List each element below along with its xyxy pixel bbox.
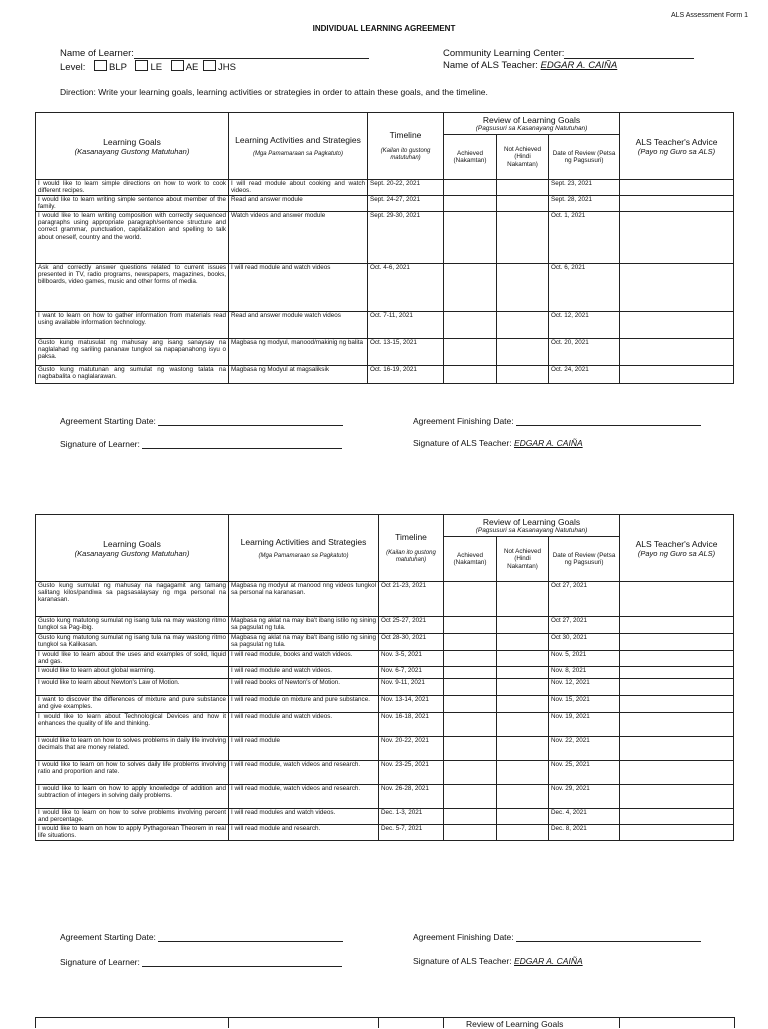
learner-name-row (60, 48, 369, 59)
learner-signature-label: Signature of Learner: (60, 439, 140, 449)
advice-cell[interactable] (620, 651, 734, 667)
goal-cell: Ask and correctly answer questions related to current issues presented in TV, radio programs, newspapers, magazines, books, billboards, video games, music and other forms of media. (36, 264, 229, 312)
review-date-cell: Oct. 20, 2021 (549, 339, 620, 366)
table-row (36, 696, 734, 713)
table-row (36, 761, 734, 785)
goal-cell: Gusto kung matutong sumulat ng isang tula na may wastong ritmo tungkol sa Pag-ibig. (36, 617, 229, 634)
review-header: Review of Learning Goals (Pagsusuri sa Kasanayang Natutuhan) (444, 113, 620, 135)
not-achieved-cell[interactable] (497, 667, 549, 679)
achieved-cell[interactable] (444, 825, 497, 841)
table-row (36, 212, 734, 264)
goal-cell: I would like to learn on how to apply knowledge of addition and subtraction of integers in solving daily problems. (36, 785, 229, 809)
direction-text: Direction: Write your learning goals, learning activities or strategies in order to attain these goals, and the timeline. (60, 87, 488, 97)
learner-signature-label: Signature of Learner: (60, 957, 140, 967)
advice-cell[interactable] (620, 617, 734, 634)
date-review-header: Date of Review (Petsa ng Pagsusuri) (549, 135, 620, 180)
not-achieved-cell[interactable] (497, 582, 549, 617)
activity-cell: Watch videos and answer module (229, 212, 368, 264)
timeline-cell: Oct. 7-11, 2021 (368, 312, 444, 339)
goal-cell: I would like to learn about Newton's Law of Motion. (36, 679, 229, 696)
achieved-cell[interactable] (444, 761, 497, 785)
review-date-cell: Nov. 8, 2021 (549, 667, 620, 679)
table-row (36, 679, 734, 696)
table-row (36, 737, 734, 761)
not-achieved-cell[interactable] (497, 634, 549, 651)
activity-cell: Read and answer module (229, 196, 368, 212)
table-row (36, 809, 734, 825)
table-row (36, 196, 734, 212)
goal-cell: Gusto kung sumulat ng mahusay na nagagamit ang tamang salitang kilos/pandiwa sa pagsasalaysay ng mga personal na karanasan. (36, 582, 229, 617)
learner-signature-field[interactable] (142, 956, 342, 967)
activity-cell: I will read module and watch videos (229, 264, 368, 312)
review-date-cell: Nov. 25, 2021 (549, 761, 620, 785)
advice-cell[interactable] (620, 679, 734, 696)
table-row (36, 667, 734, 679)
review-date-cell: Nov. 19, 2021 (549, 713, 620, 737)
not-achieved-cell[interactable] (497, 212, 549, 264)
advice-cell[interactable] (620, 212, 734, 264)
achieved-cell[interactable] (444, 196, 497, 212)
advice-cell[interactable] (620, 180, 734, 196)
table-row (36, 366, 734, 384)
achieved-cell[interactable] (444, 366, 497, 384)
not-achieved-cell[interactable] (497, 366, 549, 384)
table-row (36, 825, 734, 841)
advice-cell[interactable] (620, 582, 734, 617)
timeline-cell: Sept. 20-22, 2021 (368, 180, 444, 196)
timeline-cell: Nov. 9-11, 2021 (379, 679, 444, 696)
clc-label: Community Learning Center: (443, 48, 565, 59)
learner-name-field[interactable] (134, 48, 369, 59)
activity-cell: I will read module (229, 737, 379, 761)
clc-field[interactable] (564, 48, 694, 59)
not-achieved-cell[interactable] (497, 180, 549, 196)
goal-cell: I would like to learn on how to apply Pythagorean Theorem in real life situations. (36, 825, 229, 841)
activity-cell: Read and answer module watch videos (229, 312, 368, 339)
finish-date-row-1 (413, 415, 701, 426)
review-date-cell: Nov. 12, 2021 (549, 679, 620, 696)
goal-cell: I would like to learn on how to solve problems involving percent and percentage. (36, 809, 229, 825)
advice-header: ALS Teacher's Advice (Payo ng Guro sa ALS) (620, 515, 734, 582)
not-achieved-header: Not Achieved (Hindi Nakamtan) (497, 537, 549, 582)
clc-row (443, 48, 694, 59)
learner-name-label: Name of Learner: (60, 48, 134, 59)
not-achieved-header: Not Achieved (Hindi Nakamtan) (497, 135, 549, 180)
advice-cell[interactable] (620, 696, 734, 713)
level-checkbox-jhs[interactable] (203, 60, 216, 71)
goals-header: Learning Goals (Kasanayang Gustong Matutuhan) (36, 113, 229, 180)
not-achieved-cell[interactable] (497, 617, 549, 634)
achieved-cell[interactable] (444, 312, 497, 339)
timeline-cell: Sept. 29-30, 2021 (368, 212, 444, 264)
finish-date-label: Agreement Finishing Date: (413, 416, 514, 426)
achieved-cell[interactable] (444, 785, 497, 809)
table-row (36, 180, 734, 196)
table-row (36, 713, 734, 737)
activity-cell: I will read module, books and watch videos. (229, 651, 379, 667)
activity-cell: I will read module and watch videos. (229, 667, 379, 679)
table-row (36, 339, 734, 366)
not-achieved-cell[interactable] (497, 679, 549, 696)
advice-cell[interactable] (620, 825, 734, 841)
achieved-cell[interactable] (444, 679, 497, 696)
review-date-cell: Oct 27, 2021 (549, 582, 620, 617)
advice-cell[interactable] (620, 264, 734, 312)
activity-cell: I will read modules and watch videos. (229, 809, 379, 825)
review-date-cell: Sept. 28, 2021 (549, 196, 620, 212)
table-row (36, 785, 734, 809)
start-date-field[interactable] (158, 415, 343, 426)
timeline-cell: Oct. 4-6, 2021 (368, 264, 444, 312)
timeline-cell: Oct. 16-19, 2021 (368, 366, 444, 384)
table-row (36, 312, 734, 339)
achieved-cell[interactable] (444, 809, 497, 825)
activity-cell: I will read module, watch videos and research. (229, 761, 379, 785)
timeline-cell: Nov. 3-5, 2021 (379, 651, 444, 667)
teacher-signature-label: Signature of ALS Teacher: (413, 956, 512, 966)
review-date-cell: Nov. 5, 2021 (549, 651, 620, 667)
review-header: Review of Learning Goals (Pagsusuri sa Kasanayang Natutuhan) (444, 515, 620, 537)
advice-cell[interactable] (620, 761, 734, 785)
activity-cell: Magbasa ng modyul at manood nng videos tungkol sa personal na karanasan. (229, 582, 379, 617)
achieved-cell[interactable] (444, 651, 497, 667)
achieved-cell[interactable] (444, 617, 497, 634)
start-date-row-2 (60, 931, 343, 942)
goal-cell: Gusto kung matutunan ang sumulat ng wastong talata na nagbabalita o naglalarawan. (36, 366, 229, 384)
not-achieved-cell[interactable] (497, 737, 549, 761)
activity-cell: I will read module and research. (229, 825, 379, 841)
form-label: ALS Assessment Form 1 (670, 12, 748, 19)
table-row (36, 634, 734, 651)
level-checkbox-le[interactable] (135, 60, 148, 71)
achieved-cell[interactable] (444, 737, 497, 761)
learning-agreement-table-1 (35, 112, 734, 384)
advice-cell[interactable] (620, 667, 734, 679)
activities-header: Learning Activities and Strategies (Mga Pamamaraan sa Pagkatuto) (229, 113, 368, 180)
table-row (36, 264, 734, 312)
finish-date-field[interactable] (516, 931, 701, 942)
start-date-label: Agreement Starting Date: (60, 416, 156, 426)
advice-cell[interactable] (620, 366, 734, 384)
timeline-cell: Nov. 26-28, 2021 (379, 785, 444, 809)
not-achieved-cell[interactable] (497, 761, 549, 785)
timeline-cell: Nov. 16-18, 2021 (379, 713, 444, 737)
timeline-cell: Nov. 6-7, 2021 (379, 667, 444, 679)
timeline-cell: Oct 21-23, 2021 (379, 582, 444, 617)
timeline-cell: Dec. 1-3, 2021 (379, 809, 444, 825)
teacher-row (443, 60, 617, 71)
activity-cell: I will read books of Newton's of Motion. (229, 679, 379, 696)
not-achieved-cell[interactable] (497, 696, 549, 713)
achieved-cell[interactable] (444, 667, 497, 679)
level-le-label: LE (150, 62, 163, 73)
document-title: INDIVIDUAL LEARNING AGREEMENT (312, 24, 456, 33)
start-date-row-1 (60, 415, 343, 426)
activity-cell: Magbasa ng aklat na may iba't ibang istilo ng sining sa pagsulat ng tula. (229, 634, 379, 651)
not-achieved-cell[interactable] (497, 264, 549, 312)
activity-cell: I will read module and watch videos. (229, 713, 379, 737)
start-date-label: Agreement Starting Date: (60, 932, 156, 942)
timeline-header: Timeline (Kailan ito gustong matutuhan) (368, 113, 444, 180)
achieved-cell[interactable] (444, 212, 497, 264)
level-jhs-label: JHS (218, 62, 236, 73)
achieved-cell[interactable] (444, 582, 497, 617)
goal-cell: I would like to learn about global warming. (36, 667, 229, 679)
review-date-cell: Oct. 12, 2021 (549, 312, 620, 339)
achieved-header: Achieved (Nakamtan) (444, 537, 497, 582)
not-achieved-cell[interactable] (497, 196, 549, 212)
finish-date-label: Agreement Finishing Date: (413, 932, 514, 942)
not-achieved-cell[interactable] (497, 809, 549, 825)
timeline-cell: Oct 28-30, 2021 (379, 634, 444, 651)
timeline-cell: Nov. 20-22, 2021 (379, 737, 444, 761)
teacher-signature-row-2 (413, 956, 583, 966)
activity-cell: Magbasa ng Modyul at magsaliksik (229, 366, 368, 384)
not-achieved-cell[interactable] (497, 312, 549, 339)
achieved-header: Achieved (Nakamtan) (444, 135, 497, 180)
level-checkbox-ae[interactable] (171, 60, 184, 71)
achieved-cell[interactable] (444, 339, 497, 366)
learner-signature-field[interactable] (142, 438, 342, 449)
goal-cell: I would like to learn about the uses and examples of solid, liquid and gas. (36, 651, 229, 667)
goal-cell: I would like to learn on how to solves problems in daily life involving decimals that are money related. (36, 737, 229, 761)
timeline-cell: Dec. 5-7, 2021 (379, 825, 444, 841)
teacher-signature-name: EDGAR A. CAIÑA (513, 956, 583, 966)
goals-header: Learning Goals (Kasanayang Gustong Matutuhan) (36, 515, 229, 582)
review-date-cell: Oct. 1, 2021 (549, 212, 620, 264)
timeline-cell: Oct 25-27, 2021 (379, 617, 444, 634)
goal-cell: I would like to learn writing simple sentence about member of the family. (36, 196, 229, 212)
goal-cell: I would like to learn writing composition with correctly sequenced paragraphs using appropriate paragraph/sentence structure and correct grammar, punctuation, capitalization and spelling to talk about oneself, country and the world. (36, 212, 229, 264)
review-header-partial: Review of Learning Goals (466, 1019, 564, 1029)
goal-cell: I would like to learn simple directions on how to work to cook different recipes. (36, 180, 229, 196)
not-achieved-cell[interactable] (497, 339, 549, 366)
review-date-cell: Dec. 8, 2021 (549, 825, 620, 841)
goal-cell: Gusto kung matutong sumulat ng isang tula na may wastong ritmo tungkol sa Kalikasan. (36, 634, 229, 651)
review-date-cell: Dec. 4, 2021 (549, 809, 620, 825)
activity-cell: I will read module about cooking and watch videos. (229, 180, 368, 196)
table-row (36, 651, 734, 667)
activities-header: Learning Activities and Strategies (Mga Pamamaraan sa Pagkatuto) (229, 515, 379, 582)
activity-cell: Magbasa ng aklat na may iba't ibang istilo ng sining sa pagsulat ng tula. (229, 617, 379, 634)
review-date-cell: Oct. 6, 2021 (549, 264, 620, 312)
advice-cell[interactable] (620, 339, 734, 366)
goal-cell: I want to learn on how to gather information from materials read using available information technology. (36, 312, 229, 339)
review-date-cell: Nov. 15, 2021 (549, 696, 620, 713)
advice-cell[interactable] (620, 713, 734, 737)
review-date-cell: Nov. 22, 2021 (549, 737, 620, 761)
achieved-cell[interactable] (444, 264, 497, 312)
not-achieved-cell[interactable] (497, 713, 549, 737)
learning-agreement-table-2 (35, 514, 734, 841)
teacher-signature-label: Signature of ALS Teacher: (413, 438, 512, 448)
table-row (36, 617, 734, 634)
advice-header: ALS Teacher's Advice (Payo ng Guro sa ALS) (620, 113, 734, 180)
learner-signature-row-2 (60, 956, 342, 967)
level-ae-label: AE (185, 62, 199, 73)
finish-date-row-2 (413, 931, 701, 942)
review-date-cell: Nov. 29, 2021 (549, 785, 620, 809)
level-blp-label: BLP (109, 62, 127, 73)
advice-cell[interactable] (620, 312, 734, 339)
timeline-cell: Nov. 23-25, 2021 (379, 761, 444, 785)
activity-cell: I will read module on mixture and pure substance. (229, 696, 379, 713)
advice-cell[interactable] (620, 196, 734, 212)
learning-agreement-table-3-partial (35, 1017, 735, 1028)
level-row (60, 60, 236, 73)
activity-cell: Magbasa ng modyul, manood/makinig ng balita (229, 339, 368, 366)
advice-cell[interactable] (620, 634, 734, 651)
achieved-cell[interactable] (444, 713, 497, 737)
activity-cell: I will read module, watch videos and research. (229, 785, 379, 809)
date-review-header: Date of Review (Petsa ng Pagsusuri) (549, 537, 620, 582)
timeline-cell: Nov. 13-14, 2021 (379, 696, 444, 713)
advice-cell[interactable] (620, 785, 734, 809)
timeline-cell: Oct. 13-15, 2021 (368, 339, 444, 366)
level-label: Level: (60, 62, 86, 73)
achieved-cell[interactable] (444, 180, 497, 196)
achieved-cell[interactable] (444, 634, 497, 651)
review-date-cell: Oct 27, 2021 (549, 617, 620, 634)
table-row (36, 582, 734, 617)
not-achieved-cell[interactable] (497, 651, 549, 667)
timeline-cell: Sept. 24-27, 2021 (368, 196, 444, 212)
goal-cell: I would like to learn on how to solves daily life problems involving ratio and proportion and rate. (36, 761, 229, 785)
review-date-cell: Oct. 24, 2021 (549, 366, 620, 384)
achieved-cell[interactable] (444, 696, 497, 713)
advice-cell[interactable] (620, 737, 734, 761)
goal-cell: Gusto kung matusulat ng mahusay ang isang sanaysay na naglalahad ng sariling pananaw tungkol sa napapanahong isyu o paksa. (36, 339, 229, 366)
not-achieved-cell[interactable] (497, 825, 549, 841)
level-checkbox-blp[interactable] (94, 60, 107, 71)
timeline-header: Timeline (Kailan ito gustong matutuhan) (379, 515, 444, 582)
teacher-name: EDGAR A. CAIÑA (540, 60, 618, 71)
start-date-field[interactable] (158, 931, 343, 942)
review-date-cell: Oct 30, 2021 (549, 634, 620, 651)
teacher-signature-name: EDGAR A. CAIÑA (513, 438, 583, 448)
learner-signature-row-1 (60, 438, 342, 449)
goal-cell: I would like to learn about Technological Devices and how it enhances the quality of life and thinking. (36, 713, 229, 737)
advice-cell[interactable] (620, 809, 734, 825)
review-date-cell: Sept. 23, 2021 (549, 180, 620, 196)
finish-date-field[interactable] (516, 415, 701, 426)
goal-cell: I want to discover the differences of mixture and pure substance and give examples. (36, 696, 229, 713)
teacher-signature-row-1 (413, 438, 583, 448)
not-achieved-cell[interactable] (497, 785, 549, 809)
teacher-label: Name of ALS Teacher: (443, 60, 538, 71)
